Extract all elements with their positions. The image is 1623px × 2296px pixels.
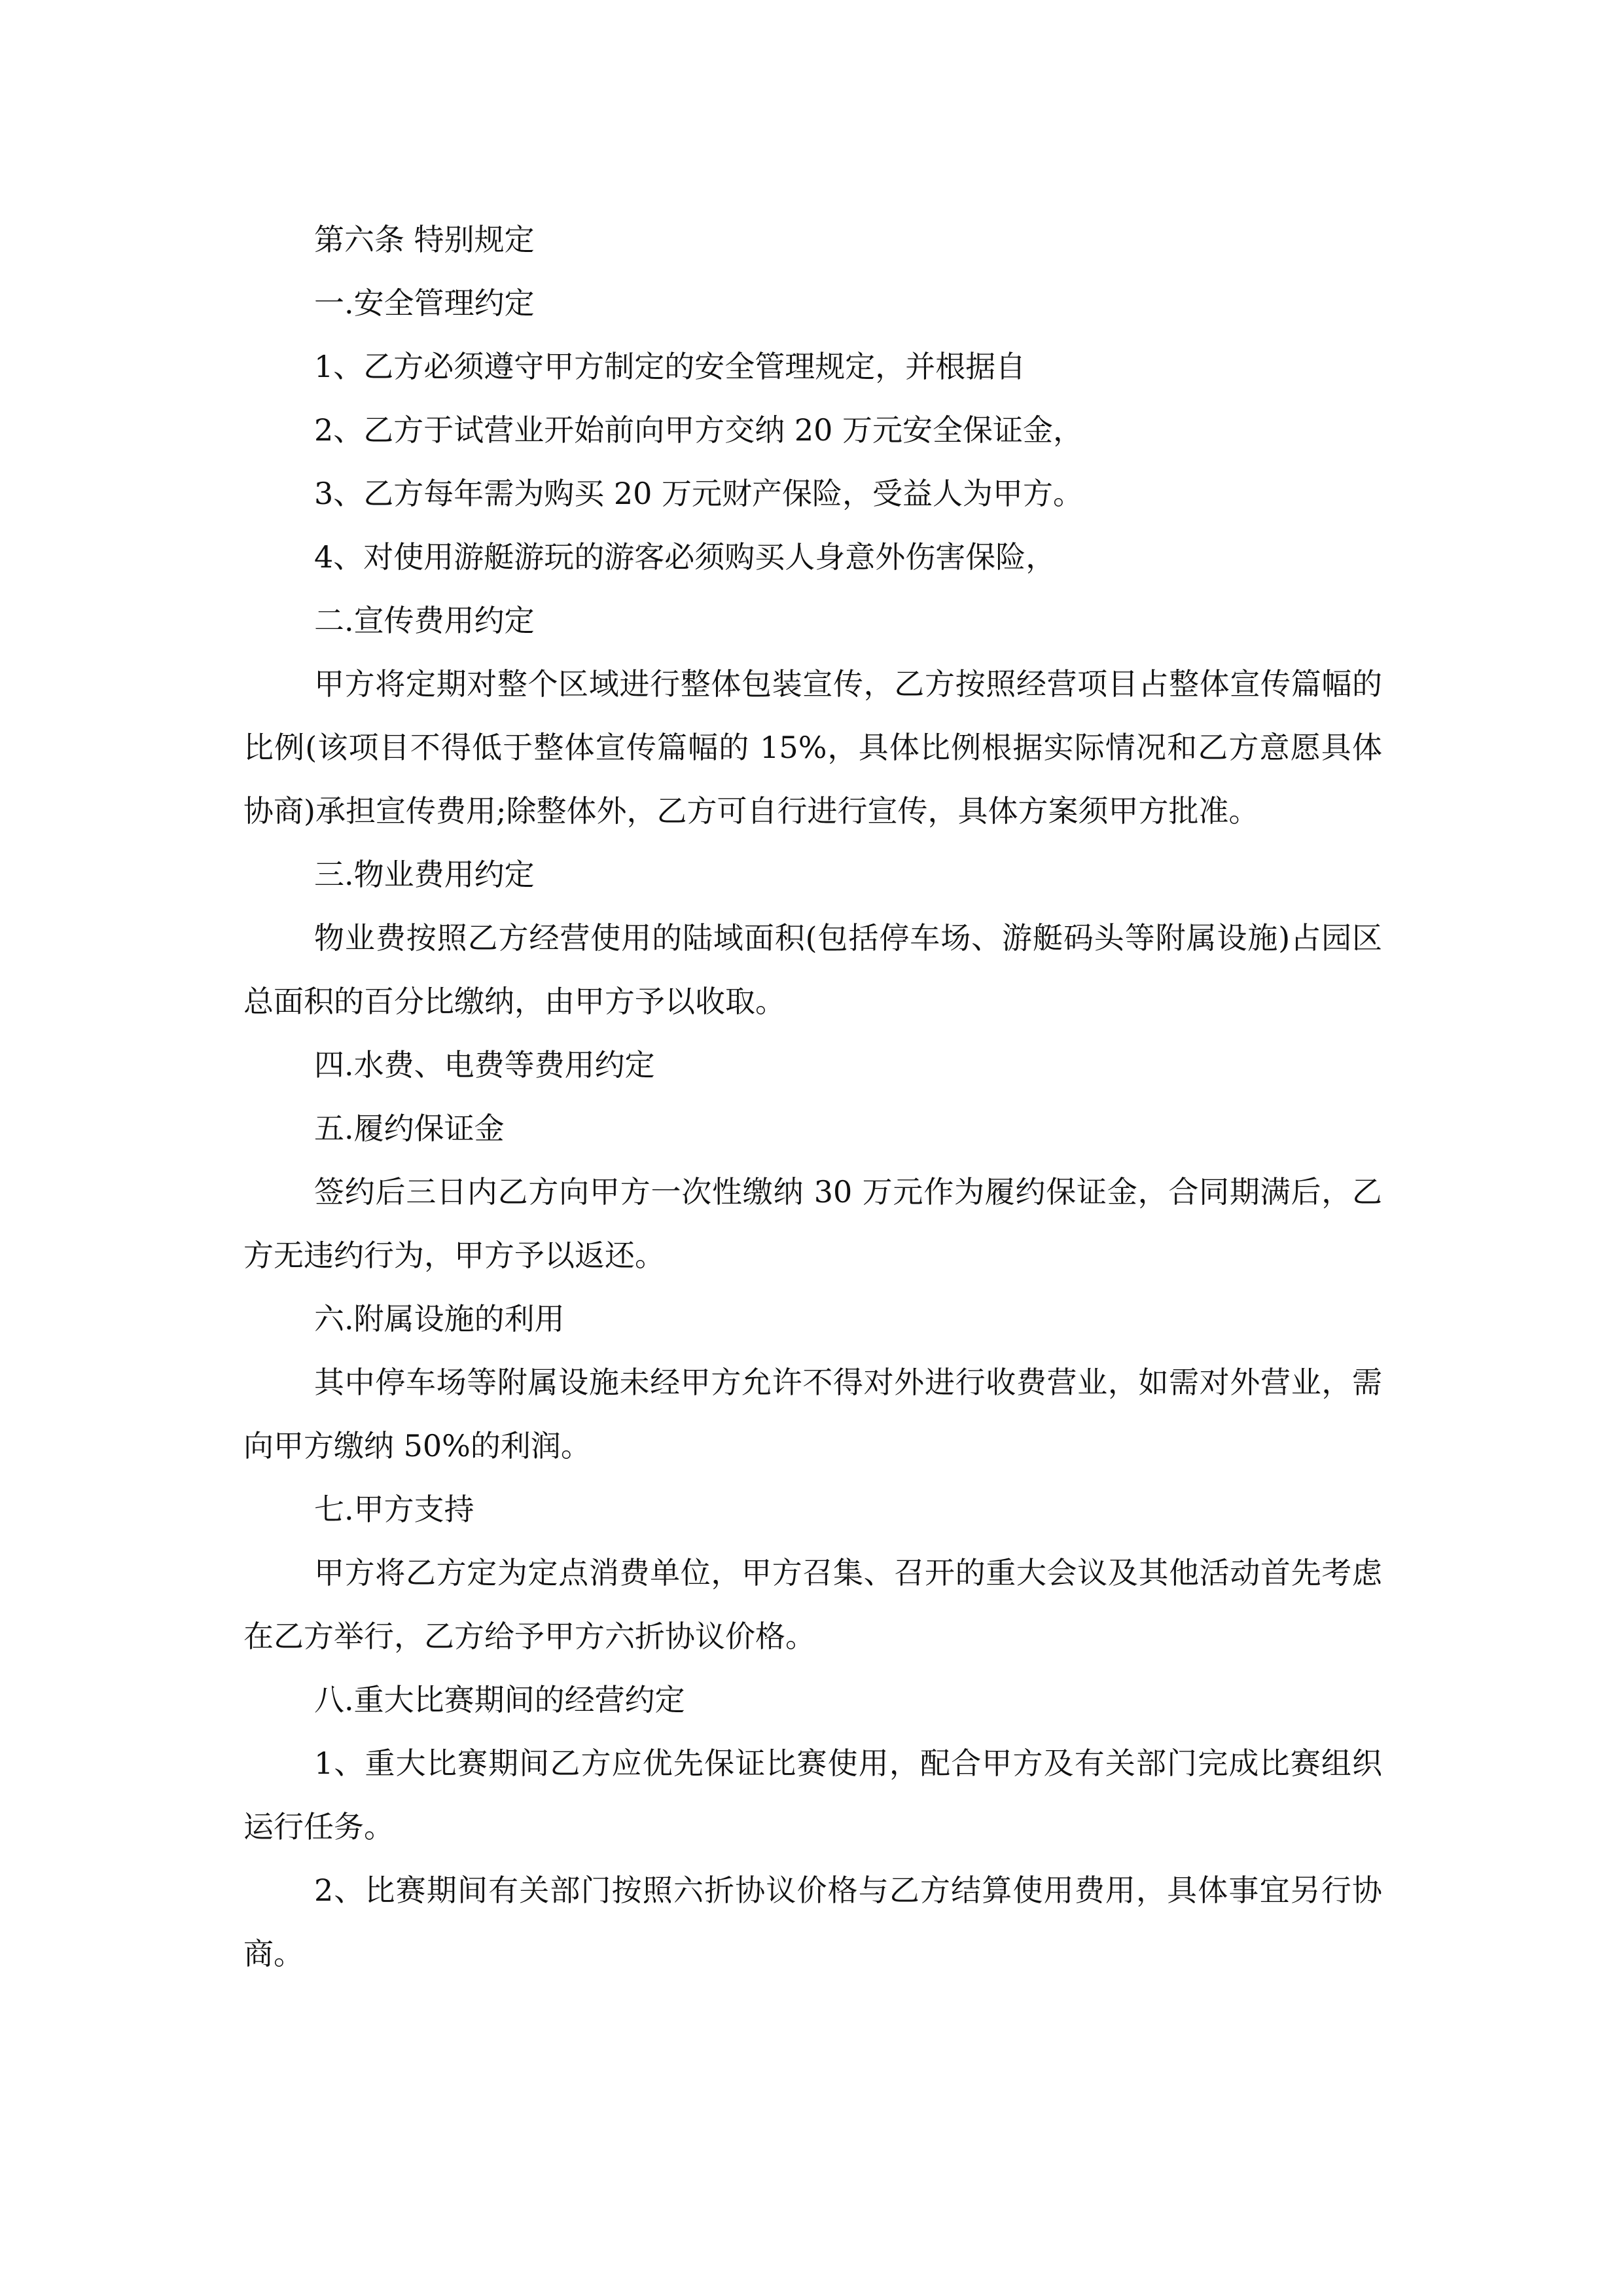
section-heading-utilities: 四.水费、电费等费用约定 [314,1047,655,1083]
safety-item-4: 4、对使用游艇游玩的游客必须购买人身意外伤害保险， [314,539,1056,575]
section-heading-facilities: 六.附属设施的利用 [314,1301,565,1336]
facilities-paragraph: 其中停车场等附属设施未经甲方允许不得对外进行收费营业，如需对外营业，需向甲方缴纳 50%的利润。 [243,1365,1382,1463]
safety-item-1: 1、乙方必须遵守甲方制定的安全管理规定，并根据自 [314,349,1026,384]
party-a-support-paragraph: 甲方将乙方定为定点消费单位，甲方召集、召开的重大会议及其他活动首先考虑在乙方举行，乙方给予甲方六折协议价格。 [243,1555,1382,1654]
section-heading-deposit: 五.履约保证金 [314,1111,505,1146]
section-heading-major-events: 八.重大比赛期间的经营约定 [314,1682,685,1717]
safety-item-3: 3、乙方每年需为购买 20 万元财产保险，受益人为甲方。 [314,476,1084,511]
article-heading: 第六条 特别规定 [314,222,535,257]
safety-item-2: 2、乙方于试营业开始前向甲方交纳 20 万元安全保证金， [314,412,1084,448]
major-events-item-1: 1、重大比赛期间乙方应优先保证比赛使用，配合甲方及有关部门完成比赛组织运行任务。 [243,1746,1382,1844]
property-fee-paragraph: 物业费按照乙方经营使用的陆域面积(包括停车场、游艇码头等附属设施)占园区总面积的百分比缴纳，由甲方予以收取。 [243,920,1382,1019]
section-heading-property-fee: 三.物业费用约定 [314,857,535,892]
major-events-item-2: 2、比赛期间有关部门按照六折协议价格与乙方结算使用费用，具体事宜另行协商。 [243,1873,1382,1971]
section-heading-party-a-support: 七.甲方支持 [314,1492,474,1527]
document-body [243,208,1382,1986]
publicity-paragraph: 甲方将定期对整个区域进行整体包装宣传，乙方按照经营项目占整体宣传篇幅的比例(该项目不得低于整体宣传篇幅的 15%，具体比例根据实际情况和乙方意愿具体协商)承担宣传费用;除整体外，乙方可自行进行宣传，具体方案须甲方批准。 [243,666,1382,829]
section-heading-safety: 一.安全管理约定 [314,285,535,321]
section-heading-publicity: 二.宣传费用约定 [314,603,535,638]
deposit-paragraph: 签约后三日内乙方向甲方一次性缴纳 30 万元作为履约保证金，合同期满后，乙方无违约行为，甲方予以返还。 [243,1174,1382,1273]
